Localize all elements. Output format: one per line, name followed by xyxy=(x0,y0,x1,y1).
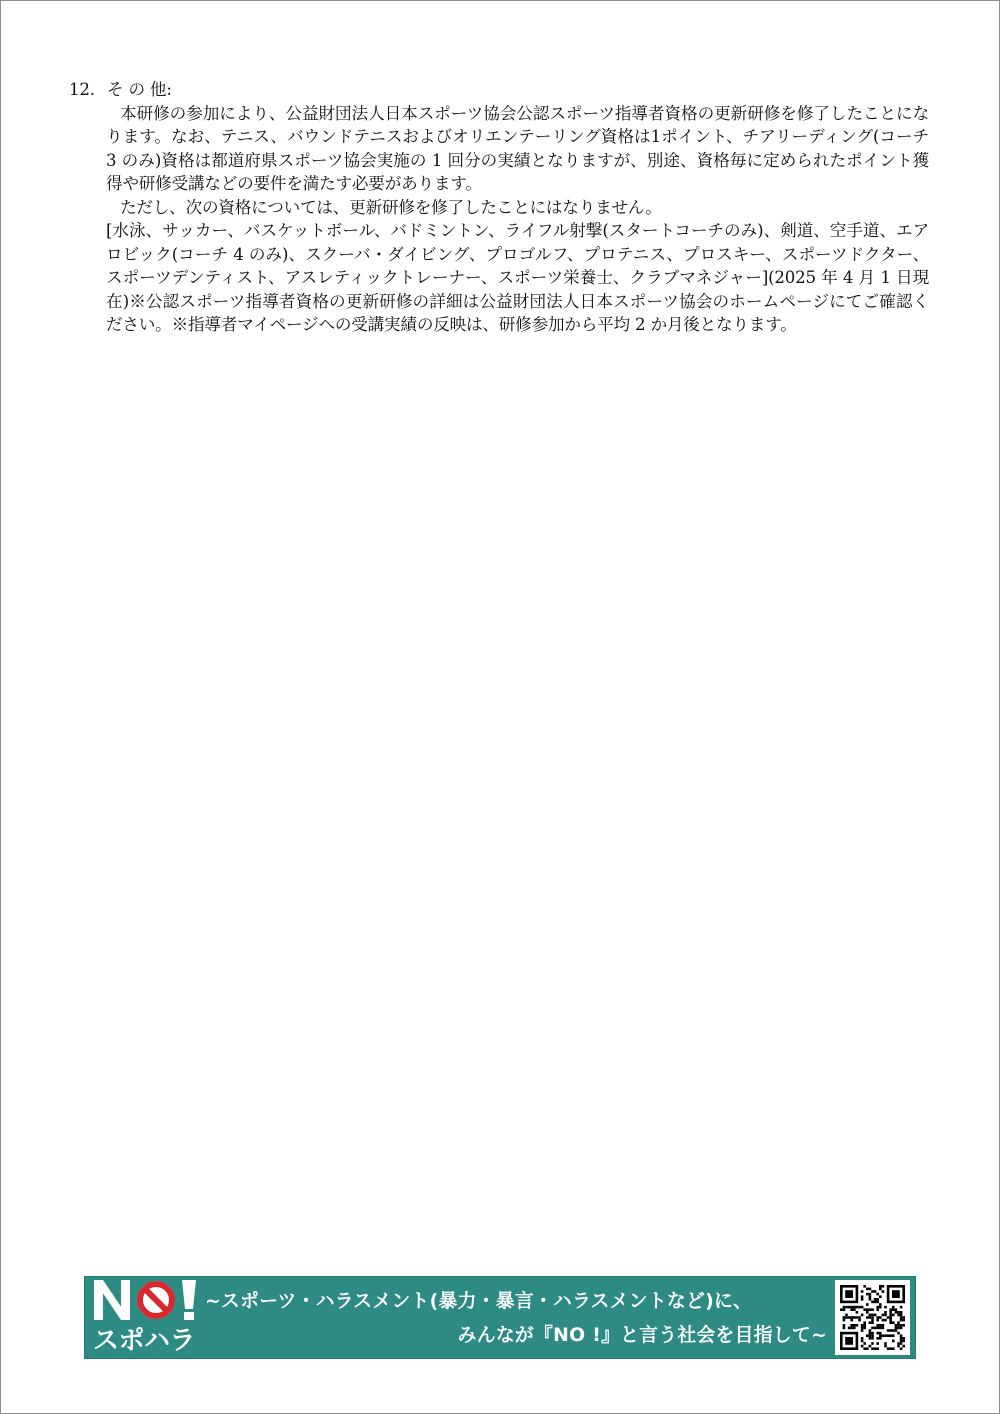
no-logo-graphic xyxy=(90,1278,205,1322)
section-heading xyxy=(69,78,931,102)
banner-slogan-line2: みんなが『NO !』と言う社会を目指して~ xyxy=(457,1325,827,1346)
qr-code-graphic xyxy=(835,1280,910,1355)
section-number: 12. xyxy=(69,80,95,99)
exclamation-icon xyxy=(182,1280,196,1320)
logo-letter-n xyxy=(94,1280,130,1320)
qr-code-icon[interactable] xyxy=(835,1280,910,1355)
banner-slogan-line1: ~スポーツ・ハラスメント(暴力・暴言・ハラスメントなど)に、 xyxy=(205,1291,753,1312)
section-body xyxy=(106,102,929,337)
paragraph-exclusions-intro: ただし、次の資格については、更新研修を修了したことにはなりません。 xyxy=(120,197,662,217)
section-title: そ の 他: xyxy=(107,80,172,99)
prohibition-icon xyxy=(137,1281,175,1319)
paragraph-excluded-qualifications: [水泳、サッカー、バスケットボール、バドミントン、ライフル射撃(スタートコーチのみ)、剣道、空手道、エアロビック(コーチ 4 のみ)、スクーバ・ダイビング、プロゴルフ、プロテニス、プロスキー、スポーツドクター、スポーツデンティスト、アスレティックトレーナー、スポーツ栄養士、クラブマネジャー](2025 年 4 月 1 日現在)※公認スポーツ指導者資格の更新研修の詳細は公益財団法人日本スポーツ協会のホームページにてご確認ください。※指導者マイページへの受講実績の反映は、研修参加から平均 2 か月後となります。 xyxy=(106,221,929,334)
no-spohara-logo xyxy=(90,1278,205,1358)
paragraph-renewal-training: 本研修の参加により、公益財団法人日本スポーツ協会公認スポーツ指導者資格の更新研修を修了したことになります。なお、テニス、バウンドテニスおよびオリエンテーリング資格は1ポイント、チアリーディング(コーチ 3 のみ)資格は都道府県スポーツ協会実施の 1 回分の実績となりますが、別途、資格毎に定められたポイント獲得や研修受講などの要件を満たす必要があります。 xyxy=(106,103,929,193)
logo-kana-text: スポハラ xyxy=(93,1326,196,1356)
section-12 xyxy=(69,78,931,337)
no-sports-harassment-banner xyxy=(84,1276,916,1359)
